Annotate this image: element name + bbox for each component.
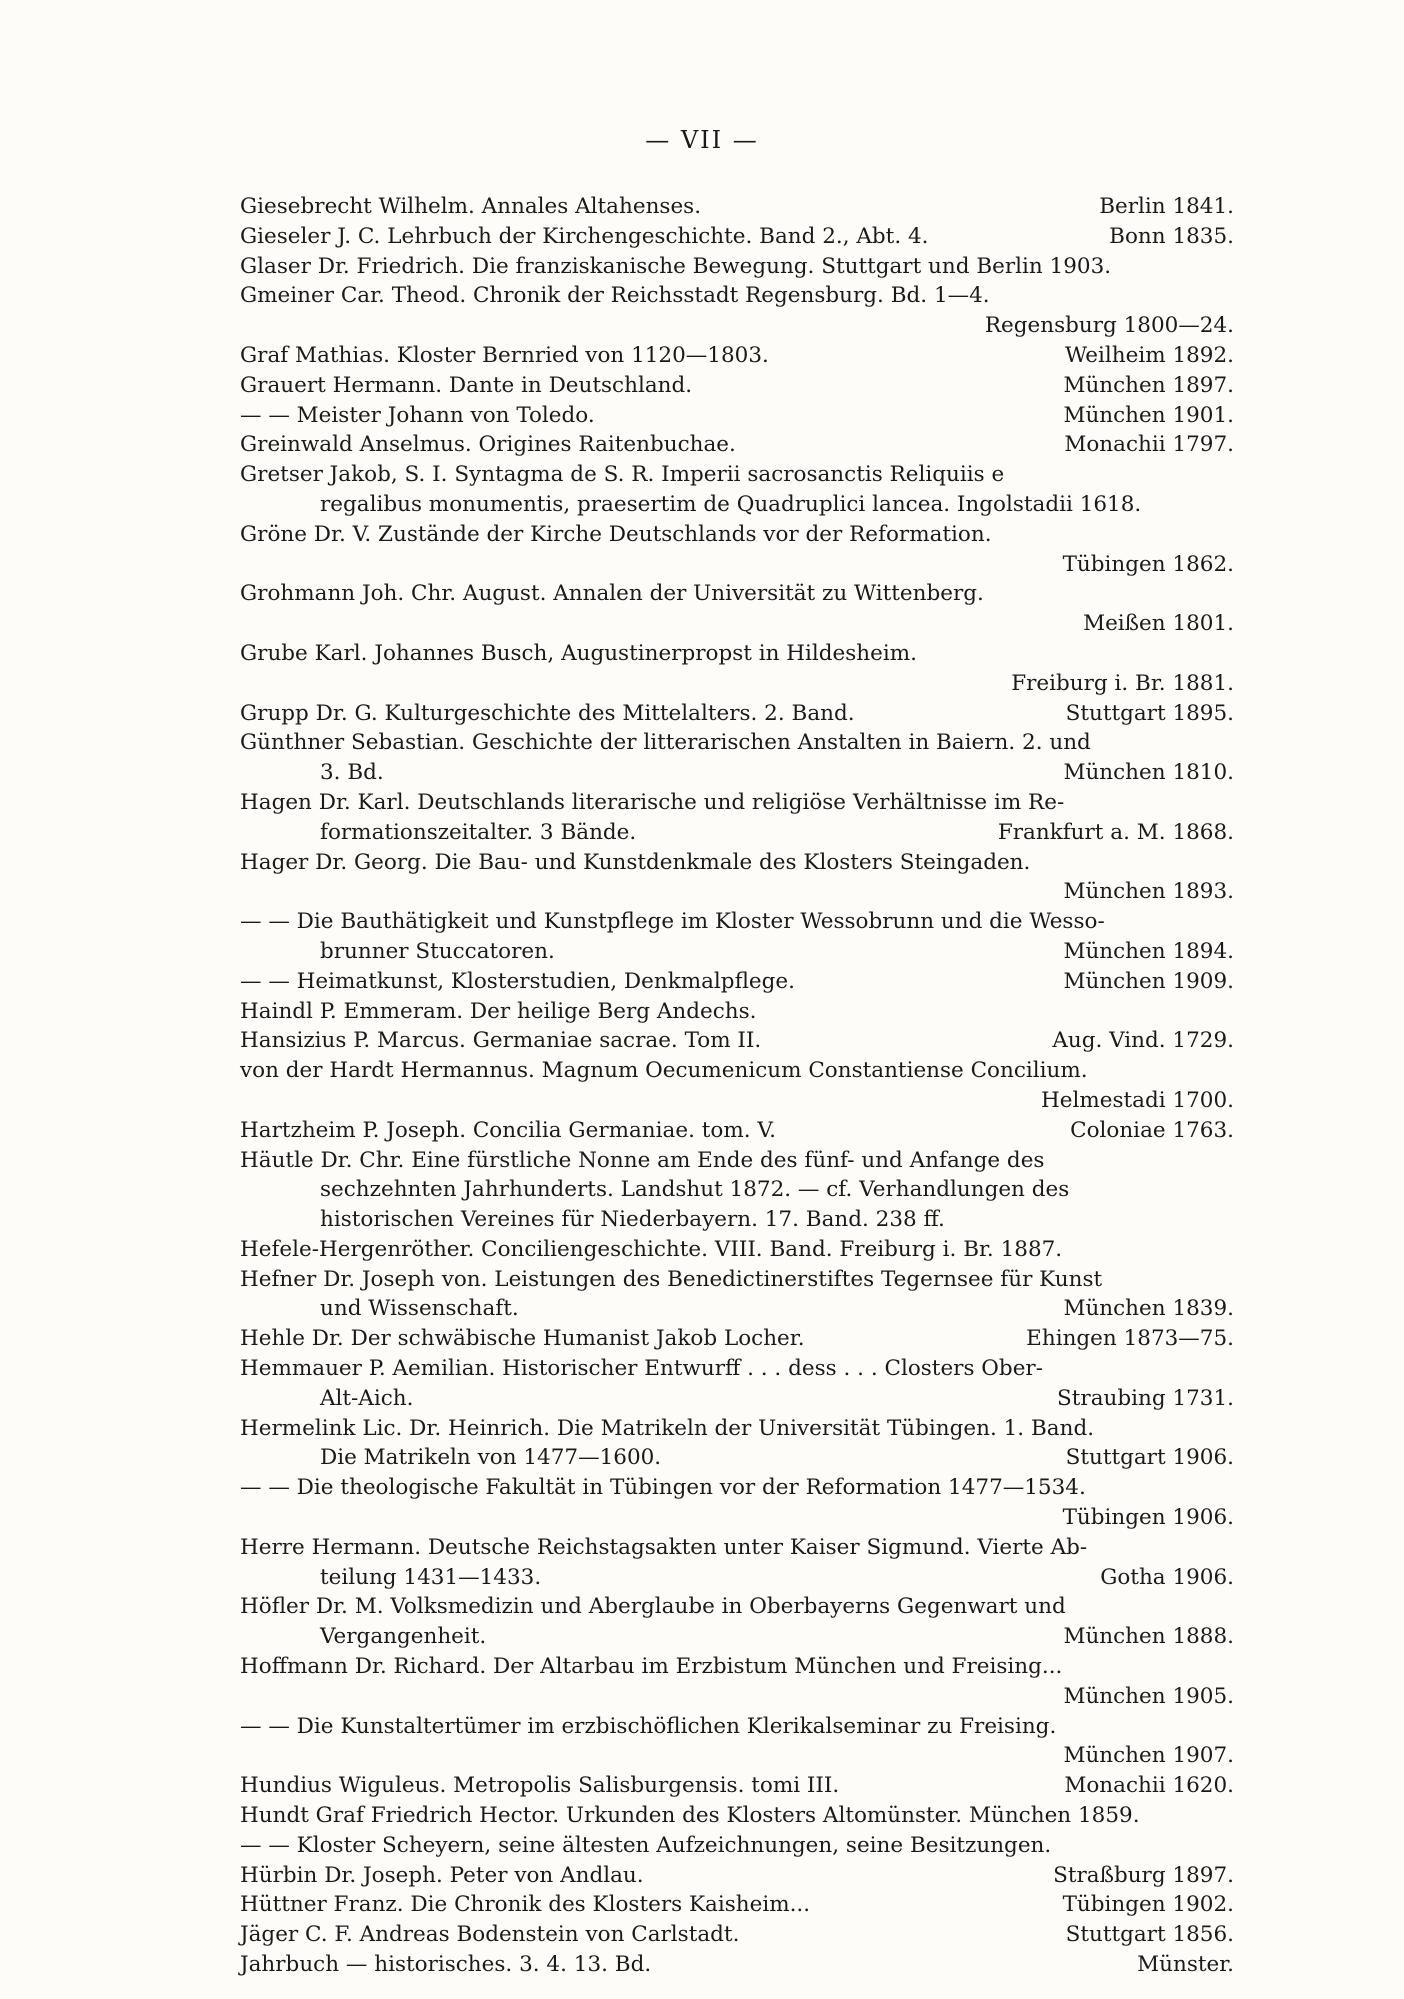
entry-text: Die Matrikeln von 1477—1600. bbox=[320, 1445, 662, 1471]
entry-place-year: München 1897. bbox=[1063, 372, 1234, 398]
bibliography-line bbox=[240, 937, 1234, 967]
bibliography-line bbox=[240, 1146, 1234, 1176]
bibliography-line bbox=[240, 1086, 1234, 1116]
entry-place-year: München 1905. bbox=[1063, 1683, 1234, 1709]
entry-text: Hefele-Hergenröther. Conciliengeschichte. VIII. Band. Freiburg i. Br. 1887. bbox=[240, 1236, 1063, 1262]
entry-text: sechzehnten Jahrhunderts. Landshut 1872. — cf. Verhandlungen des bbox=[320, 1177, 1070, 1203]
bibliography-line bbox=[240, 1324, 1234, 1354]
entry-place-year: Helmestadi 1700. bbox=[1041, 1087, 1234, 1113]
entry-text: Gröne Dr. V. Zustände der Kirche Deutschlands vor der Reformation. bbox=[240, 521, 992, 547]
entry-place-year: München 1894. bbox=[1063, 938, 1234, 964]
entry-place-year: München 1907. bbox=[1063, 1743, 1234, 1769]
entry-place-year: München 1909. bbox=[1063, 968, 1234, 994]
bibliography-line bbox=[240, 550, 1234, 580]
entry-text: Häutle Dr. Chr. Eine fürstliche Nonne am Ende des fünf- und Anfange des bbox=[240, 1147, 1045, 1173]
entry-place-year: Monachii 1797. bbox=[1064, 432, 1234, 458]
entry-text: Hürbin Dr. Joseph. Peter von Andlau. bbox=[240, 1862, 644, 1888]
bibliography-line bbox=[240, 1741, 1234, 1771]
entry-text: Hehle Dr. Der schwäbische Humanist Jakob Locher. bbox=[240, 1326, 805, 1352]
entry-text: Gmeiner Car. Theod. Chronik der Reichsstadt Regensburg. Bd. 1—4. bbox=[240, 283, 990, 309]
bibliography-line bbox=[240, 252, 1234, 282]
entry-text: Hundius Wiguleus. Metropolis Salisburgensis. tomi III. bbox=[240, 1773, 840, 1799]
bibliography-line bbox=[240, 609, 1234, 639]
bibliography-line bbox=[240, 669, 1234, 699]
bibliography-line bbox=[240, 1503, 1234, 1533]
bibliography-line bbox=[240, 699, 1234, 729]
bibliography-line bbox=[240, 907, 1234, 937]
entry-place-year: Freiburg i. Br. 1881. bbox=[1011, 670, 1234, 696]
bibliography-line bbox=[240, 311, 1234, 341]
bibliography-line bbox=[240, 192, 1234, 222]
bibliography-line bbox=[240, 1235, 1234, 1265]
entry-place-year: Tübingen 1902. bbox=[1062, 1892, 1234, 1918]
bibliography-line bbox=[240, 222, 1234, 252]
entry-text: Hoffmann Dr. Richard. Der Altarbau im Erzbistum München und Freising... bbox=[240, 1654, 1063, 1680]
bibliography-line bbox=[240, 1831, 1234, 1861]
entry-text: Herre Hermann. Deutsche Reichstagsakten unter Kaiser Sigmund. Vierte Ab- bbox=[240, 1534, 1088, 1560]
bibliography-line bbox=[240, 490, 1234, 520]
entry-text: — — Kloster Scheyern, seine ältesten Aufzeichnungen, seine Besitzungen. bbox=[240, 1832, 1052, 1858]
entry-text: Greinwald Anselmus. Origines Raitenbuchae. bbox=[240, 432, 736, 458]
bibliography-line bbox=[240, 1354, 1234, 1384]
entry-text: Günthner Sebastian. Geschichte der litterarischen Anstalten in Baiern. 2. und bbox=[240, 730, 1091, 756]
entry-text: Höfler Dr. M. Volksmedizin und Aberglaube in Oberbayerns Gegenwart und bbox=[240, 1594, 1066, 1620]
bibliography-line bbox=[240, 848, 1234, 878]
bibliography-list bbox=[240, 192, 1234, 1980]
bibliography-line bbox=[240, 1563, 1234, 1593]
entry-text: — — Die Kunstaltertümer im erzbischöflichen Klerikalseminar zu Freising. bbox=[240, 1713, 1057, 1739]
bibliography-line bbox=[240, 1622, 1234, 1652]
entry-text: Gretser Jakob, S. I. Syntagma de S. R. Imperii sacrosanctis Reliquiis e bbox=[240, 462, 1005, 488]
entry-place-year: München 1901. bbox=[1063, 402, 1234, 428]
entry-text: formationszeitalter. 3 Bände. bbox=[320, 819, 637, 845]
entry-text: Grupp Dr. G. Kulturgeschichte des Mittelalters. 2. Band. bbox=[240, 700, 855, 726]
entry-text: Hartzheim P. Joseph. Concilia Germaniae. tom. V. bbox=[240, 1117, 776, 1143]
bibliography-line bbox=[240, 1175, 1234, 1205]
entry-place-year: Regensburg 1800—24. bbox=[984, 313, 1234, 339]
entry-place-year: Monachii 1620. bbox=[1064, 1773, 1234, 1799]
entry-text: Grube Karl. Johannes Busch, Augustinerpropst in Hildesheim. bbox=[240, 640, 917, 666]
entry-place-year: Aug. Vind. 1729. bbox=[1052, 1028, 1234, 1054]
entry-text: regalibus monumentis, praesertim de Quadruplici lancea. Ingolstadii 1618. bbox=[320, 491, 1142, 517]
bibliography-line bbox=[240, 1205, 1234, 1235]
entry-text: — — Heimatkunst, Klosterstudien, Denkmalpflege. bbox=[240, 968, 795, 994]
bibliography-line bbox=[240, 1056, 1234, 1086]
bibliography-line bbox=[240, 639, 1234, 669]
bibliography-line bbox=[240, 371, 1234, 401]
bibliography-line bbox=[240, 430, 1234, 460]
entry-text: 3. Bd. bbox=[320, 760, 384, 786]
bibliography-line bbox=[240, 1920, 1234, 1950]
entry-text: Glaser Dr. Friedrich. Die franziskanische Bewegung. Stuttgart und Berlin 1903. bbox=[240, 253, 1112, 279]
entry-text: Grauert Hermann. Dante in Deutschland. bbox=[240, 372, 693, 398]
entry-text: Hefner Dr. Joseph von. Leistungen des Benedictinerstiftes Tegernsee für Kunst bbox=[240, 1266, 1103, 1292]
bibliography-line bbox=[240, 997, 1234, 1027]
bibliography-line bbox=[240, 877, 1234, 907]
bibliography-line bbox=[240, 1801, 1234, 1831]
entry-text: Hagen Dr. Karl. Deutschlands literarische und religiöse Verhältnisse im Re- bbox=[240, 789, 1065, 815]
bibliography-line bbox=[240, 1384, 1234, 1414]
entry-text: historischen Vereines für Niederbayern. 17. Band. 238 ff. bbox=[320, 1207, 945, 1233]
bibliography-line bbox=[240, 1414, 1234, 1444]
entry-text: Graf Mathias. Kloster Bernried von 1120—1803. bbox=[240, 342, 769, 368]
entry-text: Hansizius P. Marcus. Germaniae sacrae. Tom II. bbox=[240, 1028, 762, 1054]
bibliography-line bbox=[240, 1443, 1234, 1473]
entry-place-year: Stuttgart 1895. bbox=[1065, 700, 1234, 726]
bibliography-line bbox=[240, 1473, 1234, 1503]
entry-place-year: München 1893. bbox=[1063, 879, 1234, 905]
entry-text: — — Meister Johann von Toledo. bbox=[240, 402, 595, 428]
entry-text: teilung 1431—1433. bbox=[320, 1564, 542, 1590]
entry-place-year: Ehingen 1873—75. bbox=[1026, 1326, 1234, 1352]
bibliography-line bbox=[240, 1652, 1234, 1682]
bibliography-line bbox=[240, 1026, 1234, 1056]
bibliography-line bbox=[240, 579, 1234, 609]
bibliography-line bbox=[240, 1533, 1234, 1563]
entry-text: Grohmann Joh. Chr. August. Annalen der Universität zu Wittenberg. bbox=[240, 581, 984, 607]
entry-text: Gieseler J. C. Lehrbuch der Kirchengeschichte. Band 2., Abt. 4. bbox=[240, 223, 929, 249]
entry-place-year: Frankfurt a. M. 1868. bbox=[997, 819, 1234, 845]
entry-place-year: Coloniae 1763. bbox=[1070, 1117, 1234, 1143]
bibliography-line bbox=[240, 1950, 1234, 1980]
bibliography-line bbox=[240, 967, 1234, 997]
entry-place-year: Meißen 1801. bbox=[1083, 611, 1234, 637]
entry-place-year: München 1839. bbox=[1063, 1296, 1234, 1322]
entry-place-year: Münster. bbox=[1137, 1952, 1234, 1978]
bibliography-line bbox=[240, 818, 1234, 848]
entry-place-year: München 1810. bbox=[1063, 760, 1234, 786]
bibliography-line bbox=[240, 1890, 1234, 1920]
bibliography-line bbox=[240, 1712, 1234, 1742]
entry-place-year: Stuttgart 1856. bbox=[1065, 1922, 1234, 1948]
bibliography-line bbox=[240, 460, 1234, 490]
entry-text: Hermelink Lic. Dr. Heinrich. Die Matrikeln der Universität Tübingen. 1. Band. bbox=[240, 1415, 1095, 1441]
entry-place-year: Berlin 1841. bbox=[1099, 194, 1234, 219]
bibliography-line bbox=[240, 520, 1234, 550]
bibliography-line bbox=[240, 281, 1234, 311]
entry-place-year: Gotha 1906. bbox=[1100, 1564, 1234, 1590]
entry-place-year: Bonn 1835. bbox=[1109, 223, 1234, 249]
bibliography-line bbox=[240, 1682, 1234, 1712]
entry-text: von der Hardt Hermannus. Magnum Oecumenicum Constantiense Concilium. bbox=[240, 1058, 1088, 1084]
bibliography-line bbox=[240, 1265, 1234, 1295]
entry-place-year: Stuttgart 1906. bbox=[1065, 1445, 1234, 1471]
entry-place-year: Tübingen 1906. bbox=[1062, 1505, 1234, 1531]
bibliography-line bbox=[240, 1771, 1234, 1801]
entry-text: Jäger C. F. Andreas Bodenstein von Carlstadt. bbox=[240, 1922, 740, 1948]
page-number: — VII — bbox=[645, 126, 759, 154]
entry-text: Giesebrecht Wilhelm. Annales Altahenses. bbox=[240, 194, 702, 219]
bibliography-line bbox=[240, 758, 1234, 788]
bibliography-line bbox=[240, 341, 1234, 371]
entry-place-year: Straßburg 1897. bbox=[1053, 1862, 1234, 1888]
entry-place-year: München 1888. bbox=[1063, 1624, 1234, 1650]
bibliography-line bbox=[240, 728, 1234, 758]
entry-text: brunner Stuccatoren. bbox=[320, 938, 555, 964]
bibliography-line bbox=[240, 788, 1234, 818]
bibliography-line bbox=[240, 401, 1234, 431]
entry-text: Hundt Graf Friedrich Hector. Urkunden des Klosters Altomünster. München 1859. bbox=[240, 1803, 1140, 1829]
entry-text: und Wissenschaft. bbox=[320, 1296, 519, 1322]
bibliography-line bbox=[240, 1294, 1234, 1324]
bibliography-line bbox=[240, 1861, 1234, 1891]
entry-text: Jahrbuch — historisches. 3. 4. 13. Bd. bbox=[240, 1952, 652, 1978]
entry-text: Hüttner Franz. Die Chronik des Klosters Kaisheim... bbox=[240, 1892, 811, 1918]
bibliography-line bbox=[240, 1592, 1234, 1622]
entry-text: Vergangenheit. bbox=[320, 1624, 487, 1650]
entry-place-year: Tübingen 1862. bbox=[1062, 551, 1234, 577]
bibliography-line bbox=[240, 1116, 1234, 1146]
entry-text: Hemmauer P. Aemilian. Historischer Entwurff . . . dess . . . Closters Ober- bbox=[240, 1356, 1043, 1382]
entry-text: Alt-Aich. bbox=[320, 1385, 414, 1411]
entry-text: Haindl P. Emmeram. Der heilige Berg Andechs. bbox=[240, 998, 757, 1024]
entry-place-year: Straubing 1731. bbox=[1057, 1385, 1234, 1411]
entry-text: — — Die theologische Fakultät in Tübingen vor der Reformation 1477—1534. bbox=[240, 1475, 1086, 1501]
entry-place-year: Weilheim 1892. bbox=[1064, 342, 1234, 368]
entry-text: Hager Dr. Georg. Die Bau- und Kunstdenkmale des Klosters Steingaden. bbox=[240, 849, 1031, 875]
entry-text: — — Die Bauthätigkeit und Kunstpflege im Kloster Wessobrunn und die Wesso- bbox=[240, 909, 1105, 935]
